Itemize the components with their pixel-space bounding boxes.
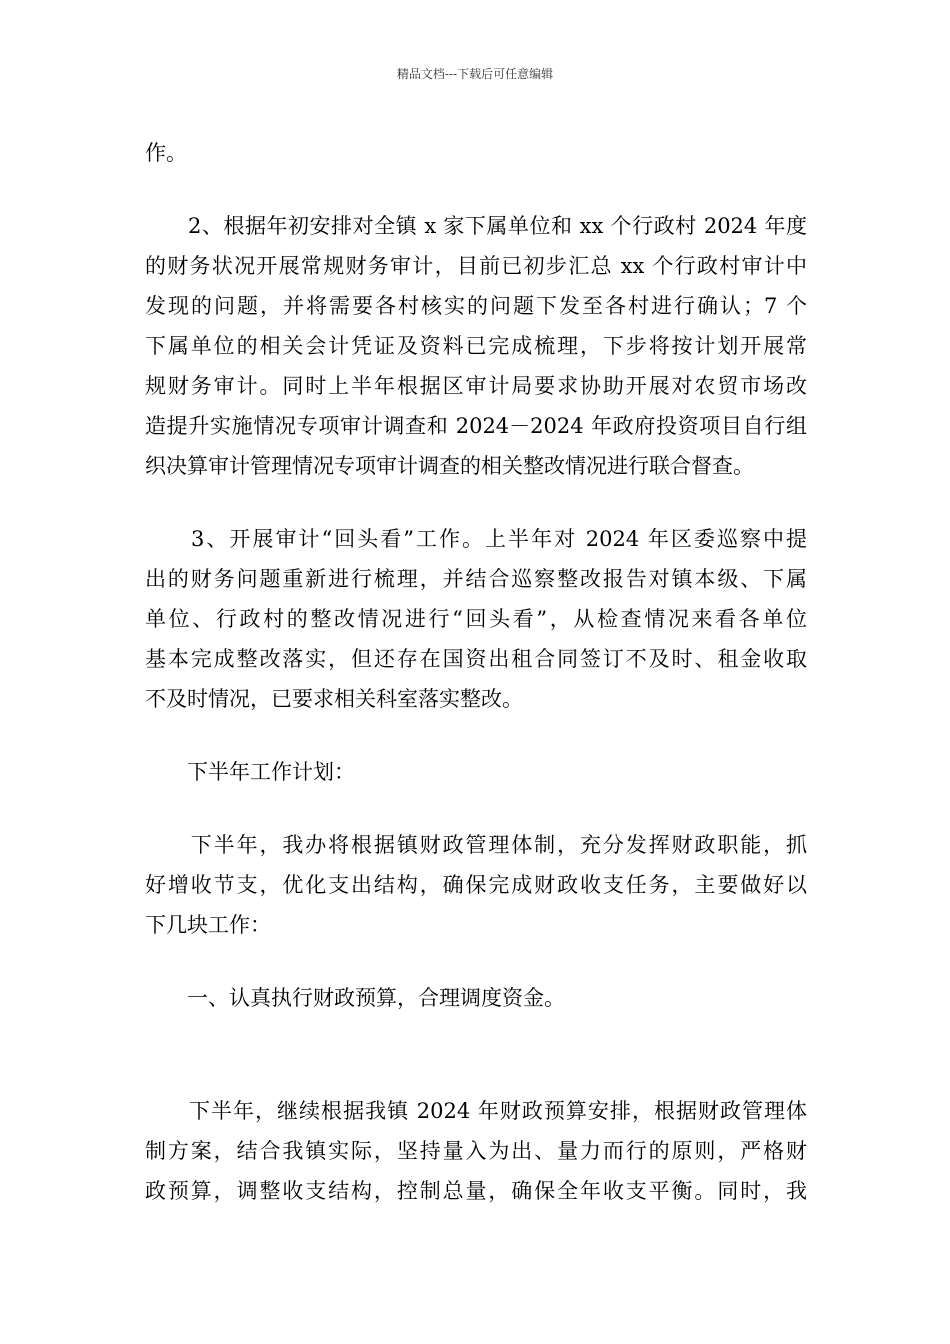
text-line: 下半年工作计划：: [145, 760, 355, 784]
text-line: 制方案，结合我镇实际，坚持量入为出、量力而行的原则，严格财: [145, 1139, 807, 1163]
text-line: 好增收节支，优化支出结构，确保完成财政收支任务，主要做好以: [145, 873, 807, 897]
text-line: 政预算，调整收支结构，控制总量，确保全年收支平衡。同时，我: [145, 1179, 807, 1203]
text-line: 的财务状况开展常规财务审计，目前已初步汇总 xx 个行政村审计中: [145, 254, 807, 278]
text-line: 发现的问题，并将需要各村核实的问题下发至各村进行确认；7 个: [145, 294, 807, 318]
text-line: 规财务审计。同时上半年根据区审计局要求协助开展对农贸市场改: [145, 374, 807, 398]
text-line: 造提升实施情况专项审计调查和 2024－2024 年政府投资项目自行组: [145, 414, 807, 438]
text-line: 作。: [145, 141, 187, 165]
text-line: 2、根据年初安排对全镇 x 家下属单位和 xx 个行政村 2024 年度: [145, 214, 807, 238]
text-line: 一、认真执行财政预算，合理调度资金。: [145, 986, 565, 1010]
text-line: 下半年，继续根据我镇 2024 年财政预算安排，根据财政管理体: [145, 1099, 807, 1123]
text-line: 下属单位的相关会计凭证及资料已完成梳理，下步将按计划开展常: [145, 334, 807, 358]
text-line: 基本完成整改落实，但还存在国资出租合同签订不及时、租金收取: [145, 647, 807, 671]
text-line: 单位、行政村的整改情况进行“回头看”，从检查情况来看各单位: [145, 607, 807, 631]
text-line: 下半年，我办将根据镇财政管理体制，充分发挥财政职能，抓: [145, 833, 807, 857]
text-line: 下几块工作：: [145, 913, 271, 937]
text-line: 织决算审计管理情况专项审计调查的相关整改情况进行联合督查。: [145, 454, 754, 478]
text-line: 3、开展审计“回头看”工作。上半年对 2024 年区委巡察中提: [145, 527, 807, 551]
text-line: 出的财务问题重新进行梳理，并结合巡察整改报告对镇本级、下属: [145, 567, 807, 591]
page-header: 精品文档---下载后可任意编辑: [396, 67, 554, 81]
text-line: 不及时情况，已要求相关科室落实整改。: [145, 687, 523, 711]
document-body: [145, 133, 807, 1211]
